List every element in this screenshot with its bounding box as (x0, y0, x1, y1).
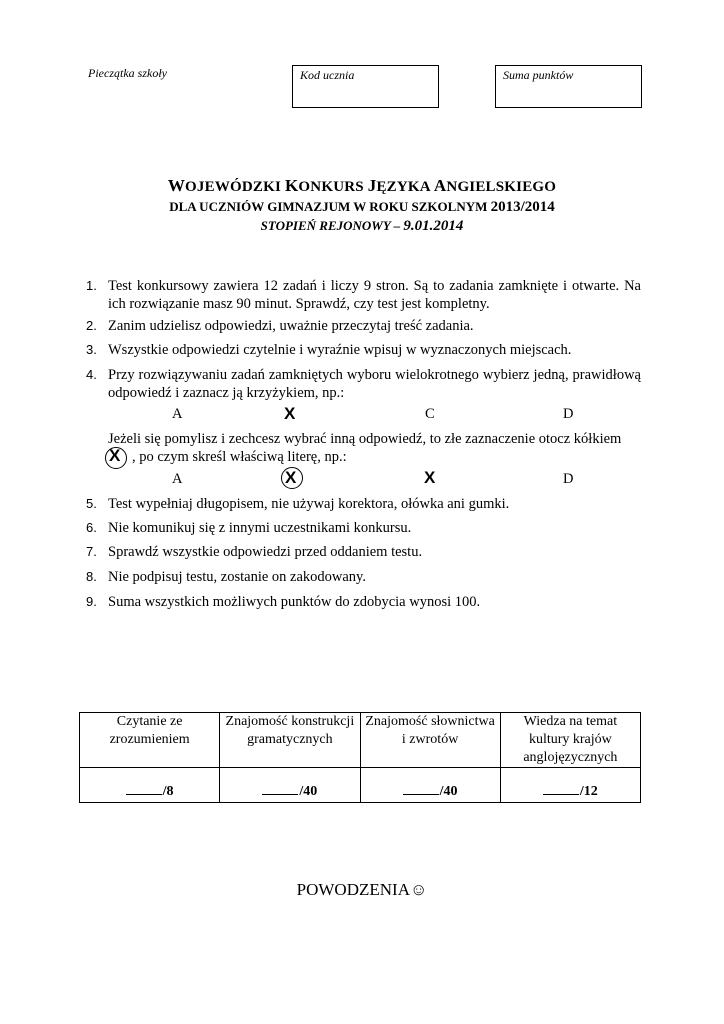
score-max-grammar: /40 (299, 784, 318, 799)
instruction-item: 2. Zanim udzielisz odpowiedzi, uważnie przeczytaj treść zadania. (86, 318, 474, 334)
score-header-reading: Czytanie ze zrozumieniem (80, 713, 220, 768)
instruction-item: 4. Przy rozwiązywaniu zadań zamkniętych wyboru wielokrotnego wybierz jedną, prawidłową odpowiedź i zaznacz ją krzyżykiem, np.: (86, 367, 641, 401)
instruction-item: 3. Wszystkie odpowiedzi czytelnie i wyraźnie wpisuj w wyznaczonych miejscach. (86, 342, 572, 358)
example2-option-b-mark: X (285, 468, 297, 487)
correction-instruction: Jeżeli się pomylisz i zechcesz wybrać inną odpowiedź, to złe zaznaczenie otocz kółkiem , po czym skreśl właściwą literę, np.: (108, 431, 622, 465)
example1-option-b-crossed: X (284, 404, 296, 423)
example2-option-a: A (172, 471, 183, 487)
points-sum-box[interactable] (495, 65, 642, 108)
score-header-vocabulary: Znajomość słownictwa i zwrotów (360, 713, 500, 768)
student-code-box[interactable] (292, 65, 439, 108)
contest-stage-date: STOPIEŃ REJONOWY – 9.01.2014 (260, 218, 464, 234)
score-cell-reading[interactable] (80, 768, 220, 803)
correction-example-mark: X (109, 446, 121, 465)
score-header-grammar: Znajomość konstrukcji gramatycznych (220, 713, 360, 768)
example2-option-d: D (563, 471, 574, 487)
score-max-reading: /8 (162, 784, 174, 799)
instruction-item: 5. Test wypełniaj długopisem, nie używaj korektora, ołówka ani gumki. (86, 496, 510, 512)
good-luck-text: POWODZENIA☺ (296, 880, 428, 899)
instruction-item: 1. Test konkursowy zawiera 12 zadań i liczy 9 stron. Są to zadania zamknięte i otwarte. Na ich rozwiązanie masz 90 minut. Sprawdź, czy test jest kompletny. (86, 278, 641, 312)
points-sum-label: Suma punktów (503, 68, 574, 82)
score-cell-grammar[interactable] (220, 768, 360, 803)
example1-option-a: A (172, 406, 183, 422)
score-cell-culture[interactable] (500, 768, 640, 803)
example1-option-d: D (563, 406, 574, 422)
score-table (79, 712, 641, 803)
example1-option-c: C (425, 406, 435, 422)
student-code-label: Kod ucznia (300, 68, 355, 82)
score-cell-vocabulary[interactable] (360, 768, 500, 803)
instruction-item: 8. Nie podpisuj testu, zostanie on zakodowany. (86, 569, 366, 585)
school-stamp-label: Pieczątka szkoły (88, 66, 167, 80)
score-max-vocabulary: /40 (439, 784, 458, 799)
smiley-icon: ☺ (409, 880, 428, 899)
instruction-item: 6. Nie komunikuj się z innymi uczestnikami konkursu. (86, 520, 412, 536)
score-header-culture: Wiedza na temat kultury krajów anglojęzycznych (500, 713, 640, 768)
instruction-item: 7. Sprawdź wszystkie odpowiedzi przed oddaniem testu. (86, 544, 423, 560)
contest-title: WOJEWÓDZKI KONKURS JĘZYKA ANGIELSKIEGO (167, 176, 557, 195)
example2-option-c-crossed: X (424, 468, 436, 487)
score-max-culture: /12 (579, 784, 598, 799)
instruction-item: 9. Suma wszystkich możliwych punktów do zdobycia wynosi 100. (86, 594, 481, 610)
contest-subtitle: DLA UCZNIÓW GIMNAZJUM W ROKU SZKOLNYM 2013/2014 (169, 199, 555, 215)
